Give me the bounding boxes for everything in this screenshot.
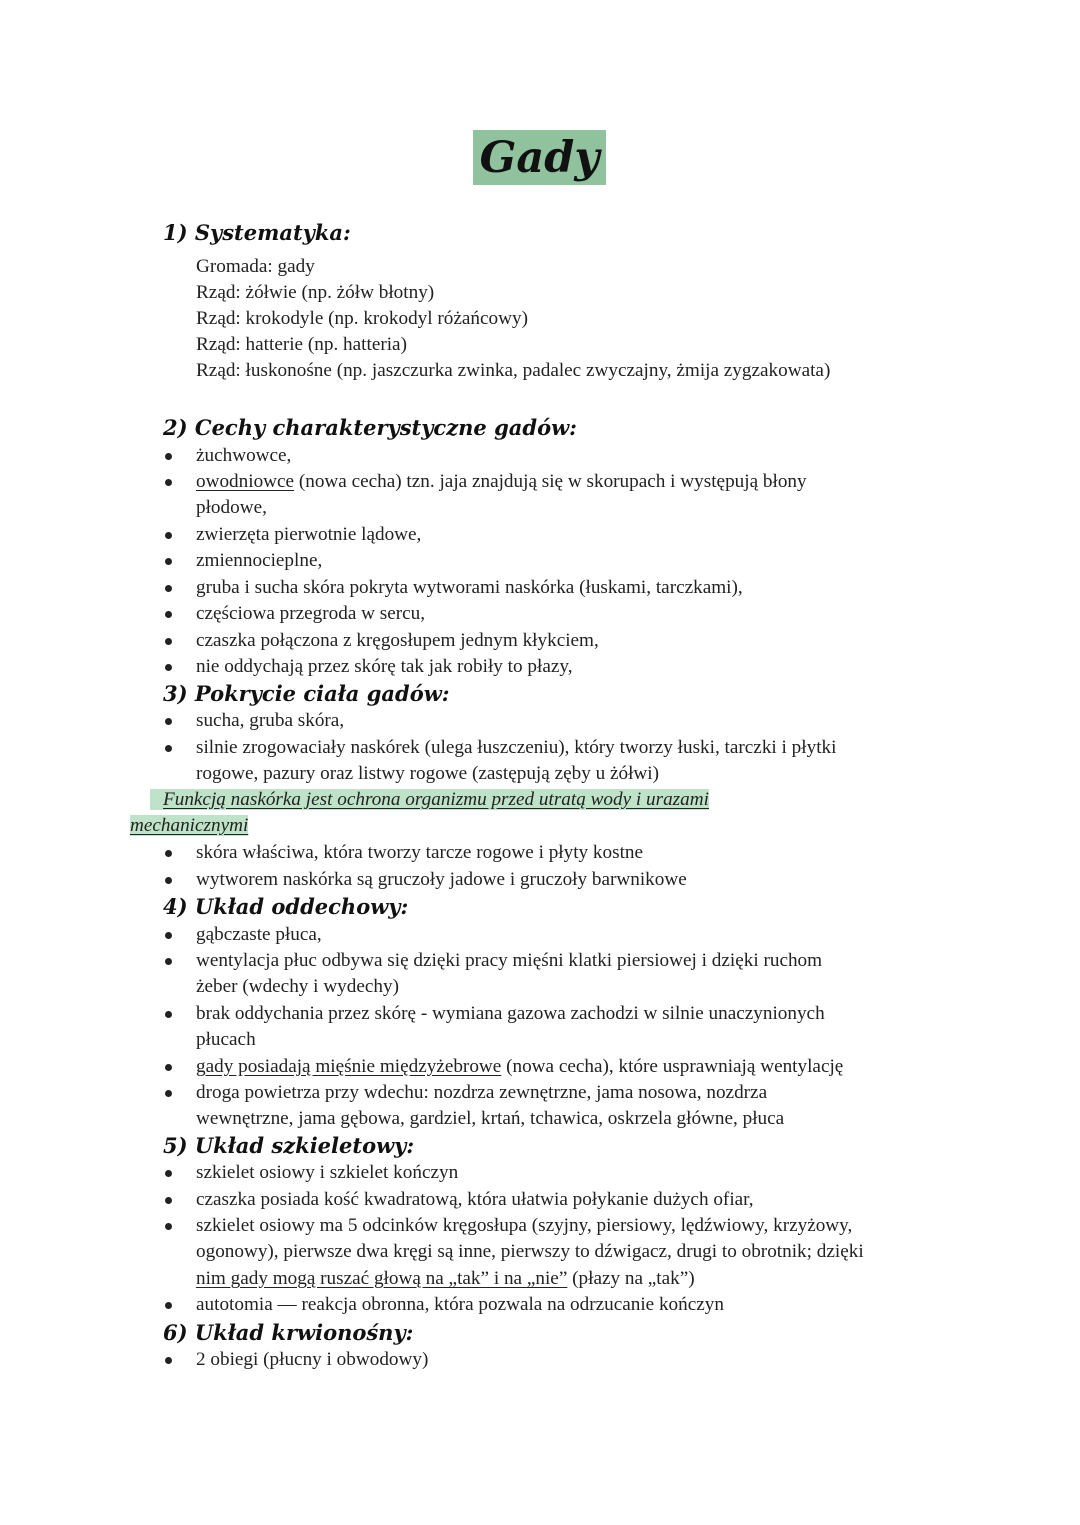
list-item: częściowa przegroda w sercu, <box>196 603 426 624</box>
list-item: szkielet osiowy ma 5 odcinków kręgosłupa (szyjny, piersiowy, lędźwiowy, krzyżowy, <box>196 1215 853 1236</box>
list-item-text: (płazy na „tak”) <box>567 1268 695 1289</box>
bullet-dot <box>165 1197 172 1204</box>
list-item: nie oddychają przez skórę tak jak robiły to płazy, <box>196 656 573 677</box>
bullet-dot <box>165 611 172 618</box>
bullet-dot <box>165 1302 172 1309</box>
text-line: Rząd: żółwie (np. żółw błotny) <box>196 282 435 303</box>
bullet-dot <box>165 638 172 645</box>
text-line: Rząd: łuskonośne (np. jaszczurka zwinka, padalec zwyczajny, żmija zygzakowata) <box>196 360 831 381</box>
list-item: sucha, gruba skóra, <box>196 710 345 731</box>
bullet-dot <box>165 585 172 592</box>
list-item-continuation: ogonowy), pierwsze dwa kręgi są inne, pierwszy to dźwigacz, drugi to obrotnik; dzięki <box>196 1241 864 1262</box>
bullet-dot <box>165 1011 172 1018</box>
bullet-dot <box>165 745 172 752</box>
list-item: gruba i sucha skóra pokryta wytworami naskórka (łuskami, tarczkami), <box>196 577 743 598</box>
underlined-text: gady posiadają mięśnie międzyżebrowe <box>196 1056 502 1077</box>
highlighted-note-text: mechanicznymi <box>130 815 249 836</box>
bullet-dot <box>165 453 172 460</box>
section-heading-oddechowy: 4) Układ oddechowy: <box>163 894 409 919</box>
bullet-dot <box>165 1090 172 1097</box>
list-item: brak oddychania przez skórę - wymiana gazowa zachodzi w silnie unaczynionych <box>196 1003 825 1024</box>
text-line: Gromada: gady <box>196 256 315 277</box>
section-heading-pokrycie: 3) Pokrycie ciała gadów: <box>163 681 450 706</box>
list-item-continuation: płodowe, <box>196 497 267 518</box>
highlighted-note-text: Funkcją naskórka jest ochrona organizmu przed utratą wody i urazami <box>150 789 709 810</box>
highlighted-note-continuation <box>130 814 248 838</box>
list-item-text: (nowa cecha), które usprawniają wentylację <box>501 1056 844 1077</box>
bullet-dot <box>165 850 172 857</box>
text-line: Rząd: krokodyle (np. krokodyl różańcowy) <box>196 308 528 329</box>
bullet-dot <box>165 664 172 671</box>
list-item: silnie zrogowaciały naskórek (ulega łuszczeniu), który tworzy łuski, tarczki i płytki <box>196 737 837 758</box>
list-item-text: (nowa cecha) tzn. jaja znajdują się w skorupach i występują błony <box>294 471 807 492</box>
list-item-continuation <box>196 1266 695 1292</box>
section-heading-systematyka: 1) Systematyka: <box>163 220 351 245</box>
list-item: zwierzęta pierwotnie lądowe, <box>196 524 422 545</box>
highlighted-note <box>150 788 709 812</box>
list-item: droga powietrza przy wdechu: nozdrza zewnętrzne, jama nosowa, nozdrza <box>196 1082 768 1103</box>
list-item-continuation: rogowe, pazury oraz listwy rogowe (zastępują zęby u żółwi) <box>196 763 659 784</box>
bullet-dot <box>165 1064 172 1071</box>
bullet-dot <box>165 1170 172 1177</box>
list-item: czaszka posiada kość kwadratową, która ułatwia połykanie dużych ofiar, <box>196 1189 754 1210</box>
list-item: zmiennocieplne, <box>196 550 323 571</box>
text-line: Rząd: hatterie (np. hatteria) <box>196 334 407 355</box>
bullet-dot <box>165 558 172 565</box>
bullet-dot <box>165 1223 172 1230</box>
list-item: gąbczaste płuca, <box>196 924 322 945</box>
list-item: żuchwowce, <box>196 445 292 466</box>
bullet-dot <box>165 1357 172 1364</box>
list-item: skóra właściwa, która tworzy tarcze rogowe i płyty kostne <box>196 842 644 863</box>
list-item: 2 obiegi (płucny i obwodowy) <box>196 1349 429 1370</box>
bullet-dot <box>165 718 172 725</box>
bullet-dot <box>165 479 172 486</box>
list-item: autotomia — reakcja obronna, która pozwala na odrzucanie kończyn <box>196 1294 724 1315</box>
list-item <box>196 469 807 495</box>
list-item-continuation: żeber (wdechy i wydechy) <box>196 976 399 997</box>
bullet-dot <box>165 932 172 939</box>
underlined-text: nim gady mogą ruszać głową na „tak” i na „nie” <box>196 1268 568 1289</box>
list-item: wytworem naskórka są gruczoły jadowe i gruczoły barwnikowe <box>196 869 687 890</box>
bullet-dot <box>165 958 172 965</box>
list-item: szkielet osiowy i szkielet kończyn <box>196 1162 459 1183</box>
page-title: Gady <box>473 130 606 185</box>
list-item: wentylacja płuc odbywa się dzięki pracy mięśni klatki piersiowej i dzięki ruchom <box>196 950 823 971</box>
bullet-dot <box>165 877 172 884</box>
list-item-continuation: płucach <box>196 1029 256 1050</box>
section-heading-cechy: 2) Cechy charakterystyczne gadów: <box>163 415 577 440</box>
section-heading-krwionosny: 6) Układ krwionośny: <box>163 1320 414 1345</box>
list-item-continuation: wewnętrzne, jama gębowa, gardziel, krtań, tchawica, oskrzela główne, płuca <box>196 1108 785 1129</box>
section-heading-szkieletowy: 5) Układ szkieletowy: <box>163 1133 415 1158</box>
list-item: czaszka połączona z kręgosłupem jednym kłykciem, <box>196 630 599 651</box>
bullet-dot <box>165 532 172 539</box>
underlined-text: owodniowce <box>196 471 295 492</box>
list-item <box>196 1054 843 1080</box>
